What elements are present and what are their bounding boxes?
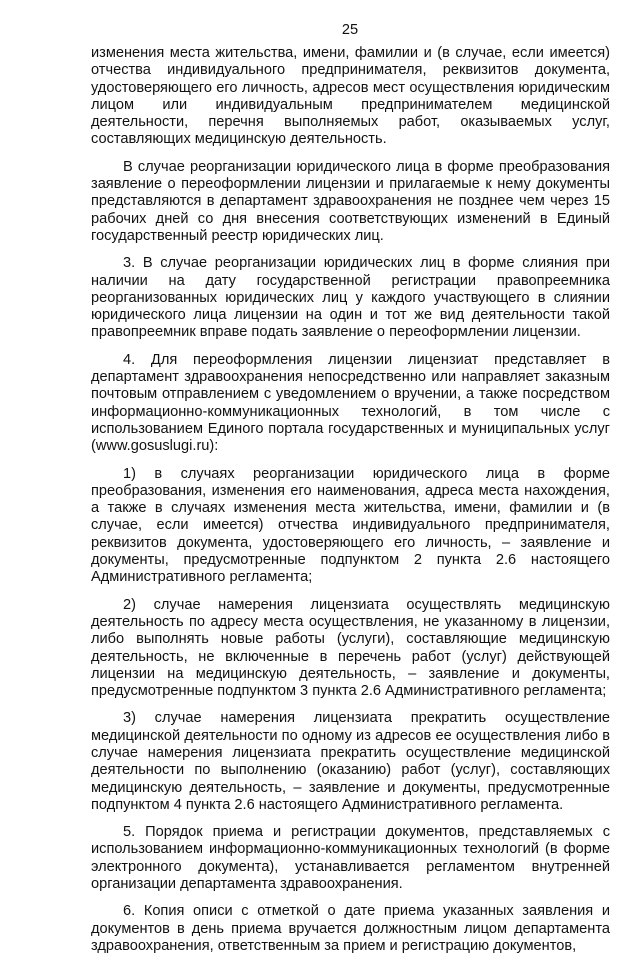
paragraph-3-merger: 3. В случае реорганизации юридических лиц в форме слияния при наличии на дату государственной регистрации правопреемника реорганизованных юридических лиц у каждого участвующего в слиянии юридического лица лицензии на один и тот же вид деятельности такой правопреемник вправе подать заявление о переоформлении лицензии. [91, 255, 610, 341]
document-body [91, 45, 610, 955]
subparagraph-1: 1) в случаях реорганизации юридического лица в форме преобразования, изменения его наименования, адреса места нахождения, а также в случаях изменения места жительства, имени, фамилии и (в случае, если имеется) отчества индивидуального предпринимателя, реквизитов документа, удостоверяющего его личность, – заявление и документы, предусмотренные подпунктом 2 пункта 2.6 настоящего Административного регламента; [91, 465, 610, 586]
paragraph-4-reissue-submission: 4. Для переоформления лицензии лицензиат представляет в департамент здравоохранения непосредственно или направляет заказным почтовым отправлением с уведомлением о вручении, а также посредством информационно-коммуникационных технологий, в том числе с использованием Единого портала государственных и муниципальных услуг (www.gosuslugi.ru): [91, 351, 610, 455]
page-number: 25 [341, 22, 359, 38]
paragraph-5-procedure: 5. Порядок приема и регистрации документов, представляемых с использованием информационно-коммуникационных технологий (в форме электронного документа), устанавливается регламентом внутренней организации департамента здравоохранения. [91, 824, 610, 893]
paragraph-6-inventory-copy: 6. Копия описи с отметкой о дате приема указанных заявления и документов в день приема вручается должностным лицом департамента здравоохранения, ответственным за прием и регистрацию документов, [91, 903, 610, 954]
subparagraph-2: 2) случае намерения лицензиата осуществлять медицинскую деятельность по адресу места осуществления, не указанному в лицензии, либо выполнять новые работы (услуги), составляющие медицинскую деятельность, не включенные в перечень работ (услуг) действующей лицензии на медицинскую деятельность, – заявление и документы, предусмотренные подпунктом 3 пункта 2.6 Административного регламента; [91, 596, 610, 700]
paragraph-reorganization-transformation: В случае реорганизации юридического лица в форме преобразования заявление о переоформлении лицензии и прилагаемые к нему документы представляются в департамент здравоохранения не позднее чем через 15 рабочих дней со дня внесения соответствующих изменений в Единый государственный реестр юридических лиц. [91, 158, 610, 244]
paragraph-continuation: изменения места жительства, имени, фамилии и (в случае, если имеется) отчества индивидуального предпринимателя, реквизитов документа, удостоверяющего его личность, адресов мест осуществления юридическим лицом или индивидуальным предпринимателем медицинской деятельности, перечня выполняемых работ, оказываемых услуг, составляющих медицинскую деятельность. [91, 45, 610, 148]
subparagraph-3: 3) случае намерения лицензиата прекратить осуществление медицинской деятельности по одному из адресов ее осуществления либо в случае намерения лицензиата прекратить осуществление медицинской деятельности по выполнению (оказанию) работ (услуг), составляющих медицинскую деятельность, – заявление и документы, предусмотренные подпунктом 4 пункта 2.6 настоящего Административного регламента. [91, 710, 610, 813]
